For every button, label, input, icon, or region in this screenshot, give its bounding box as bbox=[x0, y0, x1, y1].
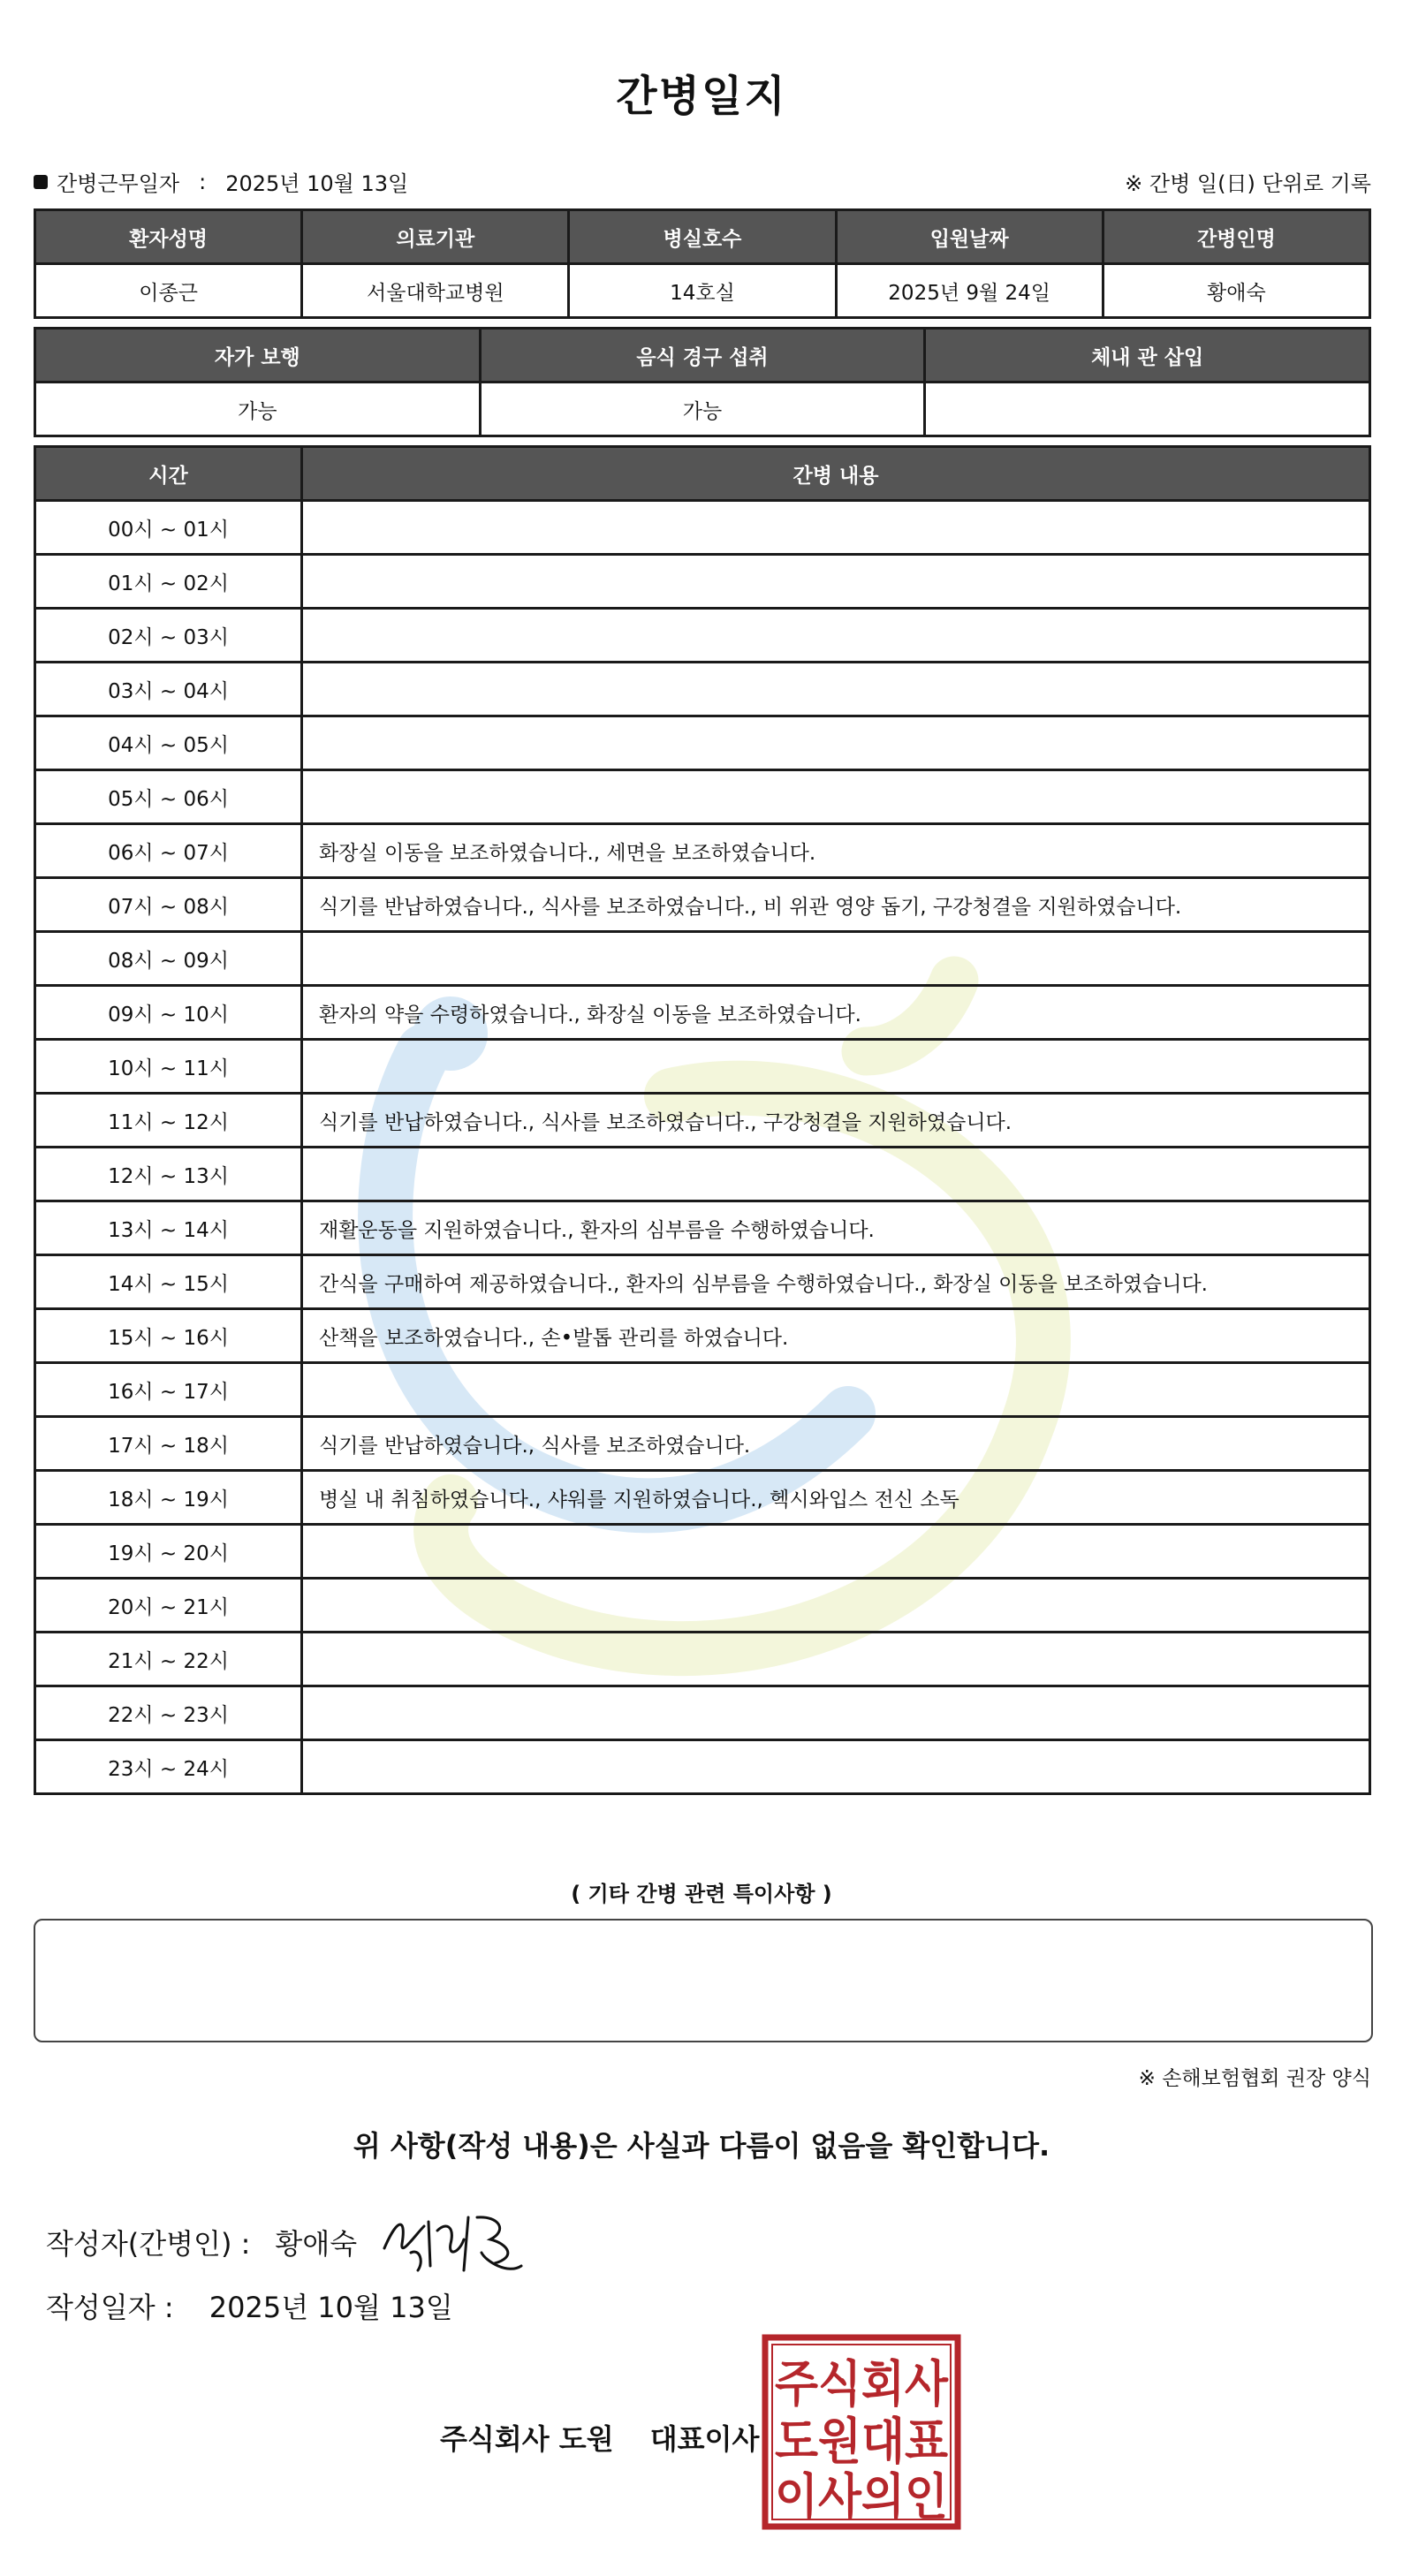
care-log-time: 11시 ~ 12시 bbox=[35, 1094, 302, 1148]
care-log-content bbox=[302, 770, 1370, 824]
care-log-time: 08시 ~ 09시 bbox=[35, 932, 302, 986]
header-care-content: 간병 내용 bbox=[302, 447, 1370, 501]
hospital: 서울대학교병원 bbox=[302, 264, 569, 318]
care-log-content bbox=[302, 1363, 1370, 1417]
care-log-row bbox=[35, 1255, 1370, 1309]
care-log-row bbox=[35, 1579, 1370, 1633]
care-log-row bbox=[35, 824, 1370, 878]
care-log-row bbox=[35, 1740, 1370, 1794]
care-log-time: 10시 ~ 11시 bbox=[35, 1040, 302, 1094]
care-log-row bbox=[35, 770, 1370, 824]
svg-text:주식회사: 주식회사 bbox=[775, 2356, 949, 2413]
header-room: 병실호수 bbox=[569, 210, 836, 264]
bullet-square-icon bbox=[34, 175, 48, 189]
care-log-row bbox=[35, 1040, 1370, 1094]
svg-text:도원대표: 도원대표 bbox=[775, 2413, 948, 2471]
care-log-content bbox=[302, 1148, 1370, 1201]
care-log-time: 15시 ~ 16시 bbox=[35, 1309, 302, 1363]
care-log-time: 03시 ~ 04시 bbox=[35, 663, 302, 716]
care-log-time: 17시 ~ 18시 bbox=[35, 1417, 302, 1471]
care-log-header-row bbox=[35, 447, 1370, 501]
care-log-row bbox=[35, 878, 1370, 932]
care-log-content: 식기를 반납하였습니다., 식사를 보조하였습니다., 비 위관 영양 돕기, 구강청결을 지원하였습니다. bbox=[302, 878, 1370, 932]
patient-info-table bbox=[34, 208, 1371, 319]
notes-box bbox=[34, 1919, 1373, 2042]
care-log-content: 산책을 보조하였습니다., 손•발톱 관리를 하였습니다. bbox=[302, 1309, 1370, 1363]
care-log-content: 화장실 이동을 보조하였습니다., 세면을 보조하였습니다. bbox=[302, 824, 1370, 878]
handwritten-signature bbox=[375, 2200, 526, 2279]
patient-name: 이종근 bbox=[35, 264, 302, 318]
care-log-table bbox=[34, 445, 1371, 1795]
care-log-content bbox=[302, 716, 1370, 770]
care-log-row bbox=[35, 1417, 1370, 1471]
self-walking: 가능 bbox=[35, 383, 481, 436]
header-tube-insertion: 체내 관 삽입 bbox=[925, 329, 1370, 383]
care-log-content: 병실 내 취침하였습니다., 샤워를 지원하였습니다., 헥시와입스 전신 소독 bbox=[302, 1471, 1370, 1525]
care-log-row bbox=[35, 986, 1370, 1040]
care-log-row bbox=[35, 716, 1370, 770]
care-log-row bbox=[35, 1471, 1370, 1525]
header-caregiver-name: 간병인명 bbox=[1103, 210, 1369, 264]
admission-date: 2025년 9월 24일 bbox=[836, 264, 1103, 318]
patient-status-header-row bbox=[35, 329, 1370, 383]
care-log-time: 01시 ~ 02시 bbox=[35, 555, 302, 609]
care-log-row bbox=[35, 1686, 1370, 1740]
care-log-time: 12시 ~ 13시 bbox=[35, 1148, 302, 1201]
care-log-content bbox=[302, 1040, 1370, 1094]
care-log-content: 재활운동을 지원하였습니다., 환자의 심부름을 수행하였습니다. bbox=[302, 1201, 1370, 1255]
header-patient-name: 환자성명 bbox=[35, 210, 302, 264]
care-log-time: 21시 ~ 22시 bbox=[35, 1633, 302, 1686]
care-log-time: 13시 ~ 14시 bbox=[35, 1201, 302, 1255]
care-log-time: 00시 ~ 01시 bbox=[35, 501, 302, 555]
company-seal-stamp bbox=[762, 2334, 961, 2530]
svg-text:이사의인: 이사의인 bbox=[775, 2469, 948, 2527]
care-log-body bbox=[35, 501, 1370, 1794]
company-line bbox=[440, 2417, 759, 2458]
care-log-time: 02시 ~ 03시 bbox=[35, 609, 302, 663]
room-number: 14호실 bbox=[569, 264, 836, 318]
care-log-time: 18시 ~ 19시 bbox=[35, 1471, 302, 1525]
page-title: 간병일지 bbox=[616, 72, 787, 121]
care-log-content bbox=[302, 609, 1370, 663]
care-log-content: 식기를 반납하였습니다., 식사를 보조하였습니다. bbox=[302, 1417, 1370, 1471]
care-log-time: 09시 ~ 10시 bbox=[35, 986, 302, 1040]
care-log-content bbox=[302, 501, 1370, 555]
care-log-content: 간식을 구매하여 제공하였습니다., 환자의 심부름을 수행하였습니다., 화장실 이동을 보조하였습니다. bbox=[302, 1255, 1370, 1309]
care-log-content bbox=[302, 1686, 1370, 1740]
care-date-colon: : bbox=[199, 169, 207, 194]
care-log-row bbox=[35, 663, 1370, 716]
care-log-row bbox=[35, 609, 1370, 663]
header-admission-date: 입원날짜 bbox=[836, 210, 1103, 264]
patient-status-table bbox=[34, 327, 1371, 437]
tube-insertion bbox=[925, 383, 1370, 436]
header-oral-intake: 음식 경구 섭취 bbox=[480, 329, 925, 383]
care-log-content bbox=[302, 1525, 1370, 1579]
writer-line bbox=[46, 2222, 357, 2262]
company-name: 주식회사 도원 bbox=[440, 2422, 614, 2456]
care-log-content: 환자의 약을 수령하였습니다., 화장실 이동을 보조하였습니다. bbox=[302, 986, 1370, 1040]
care-log-time: 22시 ~ 23시 bbox=[35, 1686, 302, 1740]
header-self-walking: 자가 보행 bbox=[35, 329, 481, 383]
care-log-time: 05시 ~ 06시 bbox=[35, 770, 302, 824]
header-hospital: 의료기관 bbox=[302, 210, 569, 264]
care-log-row bbox=[35, 1525, 1370, 1579]
patient-status-value-row bbox=[35, 383, 1370, 436]
care-log-content bbox=[302, 663, 1370, 716]
care-log-content: 식기를 반납하였습니다., 식사를 보조하였습니다., 구강청결을 지원하였습니다. bbox=[302, 1094, 1370, 1148]
care-log-content bbox=[302, 1579, 1370, 1633]
care-log-time: 14시 ~ 15시 bbox=[35, 1255, 302, 1309]
patient-info-value-row bbox=[35, 264, 1370, 318]
care-log-row bbox=[35, 1094, 1370, 1148]
written-date-value: 2025년 10월 13일 bbox=[209, 2291, 453, 2324]
care-date bbox=[34, 166, 408, 197]
representative-title: 대표이사 bbox=[649, 2422, 760, 2456]
care-log-time: 04시 ~ 05시 bbox=[35, 716, 302, 770]
recommendation-note: ※ 손해보험협회 권장 양식 bbox=[1138, 2067, 1371, 2090]
care-log-content bbox=[302, 555, 1370, 609]
care-log-time: 20시 ~ 21시 bbox=[35, 1579, 302, 1633]
care-log-content bbox=[302, 932, 1370, 986]
care-log-row bbox=[35, 1148, 1370, 1201]
caregiver-name: 황애숙 bbox=[1103, 264, 1369, 318]
patient-info-header-row bbox=[35, 210, 1370, 264]
care-date-label: 간병근무일자 bbox=[57, 171, 180, 196]
care-log-row bbox=[35, 1201, 1370, 1255]
header-time: 시간 bbox=[35, 447, 302, 501]
confirmation-statement: 위 사항(작성 내용)은 사실과 다름이 없음을 확인합니다. bbox=[353, 2129, 1050, 2163]
notes-title: ( 기타 간병 관련 특이사항 ) bbox=[571, 1882, 832, 1906]
care-log-row bbox=[35, 1363, 1370, 1417]
written-date-line bbox=[46, 2285, 453, 2326]
care-log-time: 06시 ~ 07시 bbox=[35, 824, 302, 878]
care-log-content bbox=[302, 1633, 1370, 1686]
care-log-content bbox=[302, 1740, 1370, 1794]
care-log-time: 16시 ~ 17시 bbox=[35, 1363, 302, 1417]
care-log-row bbox=[35, 932, 1370, 986]
care-log-time: 07시 ~ 08시 bbox=[35, 878, 302, 932]
unit-note: ※ 간병 일(日) 단위로 기록 bbox=[1125, 171, 1371, 196]
writer-name: 황애숙 bbox=[275, 2227, 358, 2261]
care-log-row bbox=[35, 1309, 1370, 1363]
care-log-time: 23시 ~ 24시 bbox=[35, 1740, 302, 1794]
care-log-row bbox=[35, 555, 1370, 609]
care-date-value: 2025년 10월 13일 bbox=[225, 171, 409, 196]
written-date-label: 작성일자 : bbox=[46, 2291, 174, 2324]
care-log-row bbox=[35, 501, 1370, 555]
oral-intake: 가능 bbox=[480, 383, 925, 436]
care-log-row bbox=[35, 1633, 1370, 1686]
writer-label: 작성자(간병인) : bbox=[46, 2227, 251, 2261]
care-log-time: 19시 ~ 20시 bbox=[35, 1525, 302, 1579]
